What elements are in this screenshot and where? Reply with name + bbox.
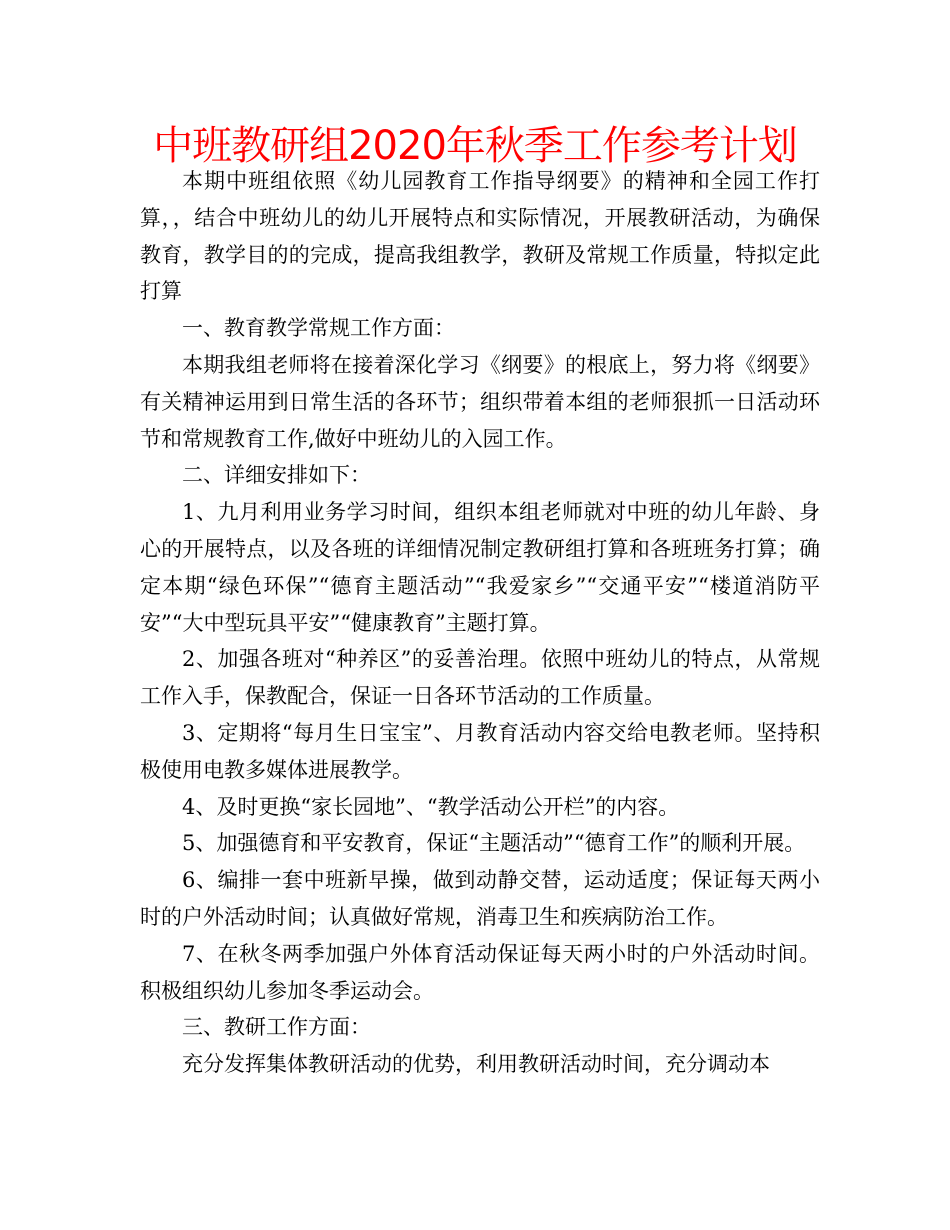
paragraph-routine: 本期我组老师将在接着深化学习《纲要》的根底上，努力将《纲要》有关精神运用到日常生活的各环节；组织带着本组的老师狠抓一日活动环节和常规教育工作,做好中班幼儿的入园工作。 bbox=[140, 352, 820, 451]
section-heading-research: 三、教研工作方面： bbox=[182, 1015, 371, 1040]
section-heading-routine: 一、教育教学常规工作方面： bbox=[182, 316, 455, 341]
list-item-2: 2、加强各班对“种养区”的妥善治理。依照中班幼儿的特点，从常规工作入手，保教配合，保证一日各环节活动的工作质量。 bbox=[140, 647, 820, 709]
list-item-5: 5、加强德育和平安教育，保证“主题活动”“德育工作”的顺利开展。 bbox=[182, 831, 806, 856]
paragraph-research: 充分发挥集体教研活动的优势，利用教研活动时间，充分调动本 bbox=[182, 1052, 770, 1077]
document-title: 中班教研组2020年秋季工作参考计划 bbox=[153, 123, 797, 169]
paragraph-intro: 本期中班组依照《幼儿园教育工作指导纲要》的精神和全园工作打算，，结合中班幼儿的幼儿开展特点和实际情况，开展教研活动，为确保教育，教学目的的完成，提高我组教学，教研及常规工作质量，特拟定此打算 bbox=[140, 169, 820, 304]
section-heading-arrangement: 二、详细安排如下： bbox=[182, 463, 371, 488]
list-item-4: 4、及时更换“家长园地”、“教学活动公开栏”的内容。 bbox=[182, 794, 680, 819]
document-body bbox=[140, 163, 820, 1083]
list-item-6: 6、编排一套中班新早操，做到动静交替，运动适度；保证每天两小时的户外活动时间；认真做好常规，消毒卫生和疾病防治工作。 bbox=[140, 868, 820, 929]
list-item-3: 3、定期将“每月生日宝宝”、月教育活动内容交给电教老师。坚持积极使用电教多媒体进展教学。 bbox=[140, 720, 820, 782]
list-item-7: 7、在秋冬两季加强户外体育活动保证每天两小时的户外活动时间。积极组织幼儿参加冬季运动会。 bbox=[140, 941, 820, 1003]
list-item-1: 1、九月利用业务学习时间，组织本组老师就对中班的幼儿年龄、身心的开展特点，以及各班的详细情况制定教研组打算和各班班务打算；确定本期“绿色环保”“德育主题活动”“我爱家乡”“交通平安”“楼道消防平安”“大中型玩具平安”“健康教育”主题打算。 bbox=[140, 500, 820, 635]
